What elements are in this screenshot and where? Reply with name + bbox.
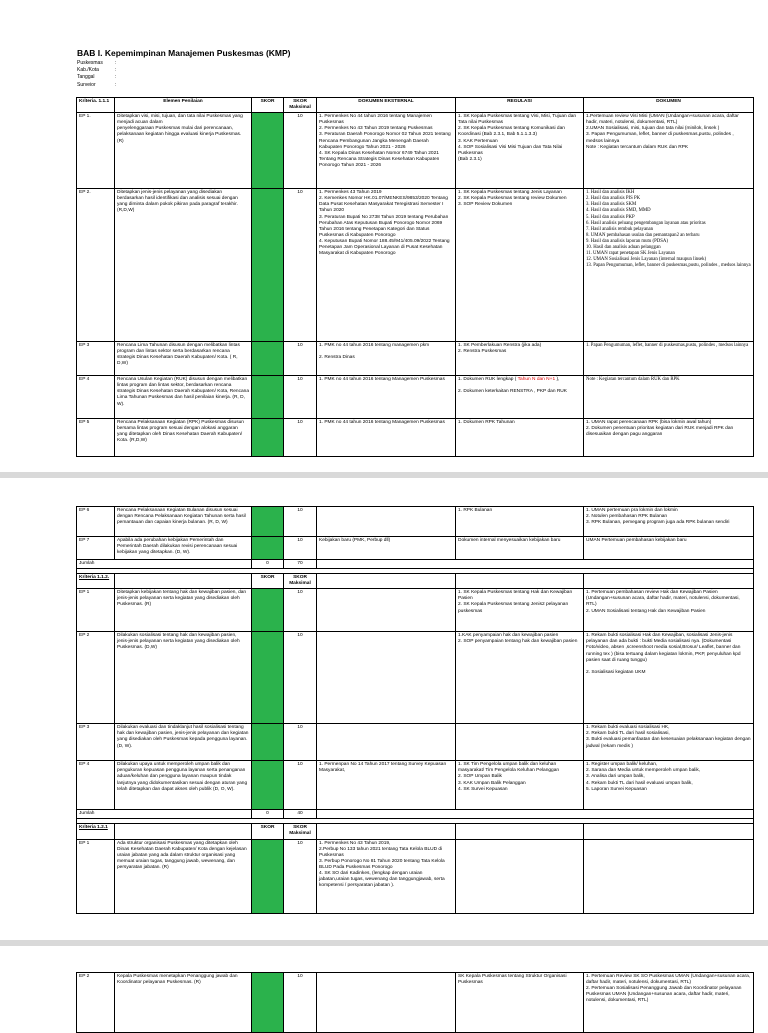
dok-eksternal-cell: 1. Permenpan No 14 Tahun 2017 tentang Survey Kepuasan Masyarakat,	[317, 761, 456, 810]
score-input-cell[interactable]	[252, 589, 284, 632]
regulasi-cell: 1. Dokumen RUK lengkap ( Tahun N dan N+1 ), 2. Dokumen keterkaitan RENSTRA , PKP dan RUK	[456, 376, 584, 419]
ep-label: EP 5	[77, 419, 115, 457]
max-score: 10	[284, 973, 317, 1033]
dok-eksternal-cell: 1. Permenkes 43 Tahun 2019 2. Kemenkes Nomor HK.01.07/MENKES/9853/2020 Tentang Data Pusat Kesehatan Masyarakat Teregistrasi Semester I Tahun 2020 3. Peraturan Bupati No 2738 Tahun 2019 tentang Perubahan Perubahan Atas Keputusan Bupati Ponorogo Nomor 2069 Tahun 2016 tentang Penetapan Kategori dan Status Puskesmas di Kabupaten Ponorogo 4. Keputusan Bupati Nomor 188.45/941/405.09/2022 Tentang Penetapan Jam Operasional Layanan di Pusat Kesehatan Masyarakat di Kabupaten Ponorogo	[317, 189, 456, 342]
elemen-cell: Rencana Pelaksanaan Kegiatan Bulanan disusun sesuai dengan Rencana Pelaksanaan Kegiatan Tahunan serta hasil pemantauan dan capaian kinerja bulanan. (R, D, W)	[115, 507, 252, 537]
regulasi-cell: 1. SK Kepala Puskesmas tentang Visi, Misi, Tujuan dan Tata nilai Puskesmas 2. SK Kepala Puskesmas tentang Komunikasi dan Koordinasi (Bab 2.3.1, Bab 5.1.1.3.3) 3. KAK Pertemuan 4. SOP Sosialisasi Visi Misi Tujuan dan Tata Nilai Puskesmas (Bab 2.3.1)	[456, 113, 584, 189]
ep-label: EP 1.	[77, 113, 115, 189]
header-field-tanggal: Tanggal :	[77, 74, 117, 81]
max-score: 10	[284, 724, 317, 761]
regulasi-cell	[456, 839, 584, 913]
elemen-cell: Kepala Puskesmas menetapkan Penanggung jawab dan Koordinator pelayanan Puskesmas. (R)	[115, 973, 252, 1033]
elemen-cell: Rencana Pelaksanaan Kegiatan (RPK) Puskesmas disusun bersama lintas program sesuai dengan alokasi anggaran yang ditetapkan oleh Dinas Kesehatan Daerah Kabupaten/ Kota. (R,D,W)	[115, 419, 252, 457]
jumlah-label: Jumlah	[77, 560, 252, 569]
page-title: BAB I. Kepemimpinan Manajemen Puskesmas (KMP)	[77, 48, 291, 58]
col-regulasi: REGULASI	[456, 98, 584, 113]
ep-label: EP 3	[77, 342, 115, 376]
max-score: 10	[284, 632, 317, 724]
score-input-cell[interactable]	[252, 113, 284, 189]
dokumen-cell: 1. Rekam bukti sosialisasi Hak dan Kewajiban, sosialisasi Jenis-jenis pelayanan dan ada bukti : bukti Media sosialisasi nya. (Dokumentasi Foto/video, absen ,screenshoot media sosial,Brosur/ Leaflet, banner dan running tex ) (bisa tertuang dalam kegiatan lokmin, PKP, penyuluhan kpd pasien saat di ruang tunggu) 2. Sosialisasi kegiatan UKM	[584, 632, 754, 724]
max-score: 10	[284, 342, 317, 376]
score-input-cell[interactable]	[252, 632, 284, 724]
col-skor: SKOR	[252, 824, 284, 839]
table-header-row	[77, 98, 754, 113]
table-row	[77, 113, 754, 189]
dok-eksternal-cell: 1. PMK no 44 tahun 2016 tentang Managemen Puskesmas	[317, 419, 456, 457]
table-row	[77, 724, 754, 761]
elemen-cell: Dilakukan upaya untuk memperoleh umpan balik dan pengukuran kepuasan pengguna layanan serta penanganan aduan/keluhan dan pengguna layanan maupun tindak lanjutnya yang didokumentasikan sesuai dengan aturan yang telah ditetapkan dan dapat akses oleh publik (D, O, W).	[115, 761, 252, 810]
elemen-cell: Apabila ada perubahan kebijakan Pemerintah dan Pemerintah Daerah dilakukan revisi perencanaan sesuai kebijakan yang ditetapkan. (D, W).	[115, 537, 252, 560]
regulasi-cell: 1. RPK Bulanan	[456, 507, 584, 537]
table-row	[77, 761, 754, 810]
header-field-puskesmas: Puskesmas :	[77, 60, 117, 66]
ep-label: EP 2	[77, 632, 115, 724]
jumlah-skor: 0	[252, 560, 284, 569]
regulasi-cell: SK Kepala Puskesmas tentang Struktur Organisasi Puskesmas	[456, 973, 584, 1033]
dokumen-cell: UMAN Pertemuan pembahasan kebijakan baru	[584, 537, 754, 560]
elemen-cell: Rencana Usulan Kegiatan (RUK) disusun dengan melibatkan lintas program dan lintas sektor, berdasarkan rencana strategis Dinas Kesehatan Daerah Kabupaten/ Kota, Rencana Lima Tahunan Puskesmas dan hasil penilaian kinerja. (R, D, W).	[115, 376, 252, 419]
ruk-year-highlight: Tahun N dan N+1	[517, 377, 556, 383]
ep-label: EP 4	[77, 376, 115, 419]
col-dokumen: DOKUMEN	[584, 98, 754, 113]
dok-eksternal-cell	[317, 632, 456, 724]
dok-eksternal-cell	[317, 507, 456, 537]
dokumen-cell: 1. UMAN pertemuan pra lokmin dan lokmin 2. Notulen pembahasan RPK Bulanan 3. RPK Bulanan, pemegang program juga ada RPK bulanan sendiri	[584, 507, 754, 537]
jumlah-skor: 0	[252, 810, 284, 819]
dokumen-cell: Note : Kegiatan tercantum dalam RUK dan RPK	[584, 376, 754, 419]
regulasi-cell: 1. SK Pemberlakuan Renstra (jika ada) 2. Renstra Puskesmas	[456, 342, 584, 376]
dokumen-cell: 1. Pertemuan Review SK SO Puskesmas UMAN (Undangan+susunan acara, daftar hadir, materi, notulensi, dokumentasi, RTL) 2. Pertemuan Sosialisasi Penanggung Jawab dan Koordinator pelayanan Puskesmas UMAN (Undangan+susunan acara, daftar hadir, materi, notulensi, dokumentasi, RTL)	[584, 973, 754, 1033]
max-score: 10	[284, 189, 317, 342]
elemen-cell: Ada struktur organisasi Puskesmas yang ditetapkan oleh Dinas Kesehatan Daerah Kabupaten/ Kota dengan kejelasan uraian jabatan yang ada dalam struktur organisasi yang memuat uraian tugas, tanggung jawab, wewenang, dan persyaratan jabatan. (R)	[115, 839, 252, 913]
col-skor-max: SKOR Maksimal	[284, 98, 317, 113]
score-input-cell[interactable]	[252, 507, 284, 537]
assessment-table-2	[76, 506, 754, 914]
jumlah-label: Jumlah	[77, 810, 252, 819]
table-row	[77, 507, 754, 537]
max-score: 10	[284, 507, 317, 537]
regulasi-cell: 1. SK Kepala Puskesmas tentang Jenis Layanan 2. SK Kepala Puskesmas tentang review Dokumen 3. SOP Review Dokumen	[456, 189, 584, 342]
dokumen-cell: 1.Pertemuan review Visi Misi (UMAN (Undangan+susunan acara, daftar hadir, materi, notulensi, dokumentasi, RTL) 2.UMAN Sosialisasi, misi, tujuan dan tata nilai (minilok, linsek ) 3. Papan Pengumuman, leflet, banner di puskesmas,pustu, polindes , medsos lainnya Note : Kegiatan tercantum dalam RUK dan RPK	[584, 113, 754, 189]
elemen-cell: Ditetapkan visi, misi, tujuan, dan tata nilai Puskesmas yang menjadi acuan dalam penyelenggaraan Puskesmas mulai dari perencanaan, pelaksanaan kegiatan hingga evaluasi kinerja Puskesmas. (R)	[115, 113, 252, 189]
dokumen-cell: 1. Rekam bukti evaluasi sosialisasi HK, 2. Rekam bukti TL dari hasil sosialisasi, 3. Bukti evaluasi pemanfaatan dan kesesuaian pelaksanaan kegiatan dengan jadwal (rekam medis )	[584, 724, 754, 761]
table-row	[77, 342, 754, 376]
ep-label: EP 2	[77, 973, 115, 1033]
elemen-cell: Dilakukan evaluasi dan tindaklanjut hasil sosialisasi tentang hak dan kewajiban pasien, jenis-jenis pelayanan dan kegiatan yang disediakan oleh Puskesmas kepada pengguna layanan. (D, W).	[115, 724, 252, 761]
dok-eksternal-cell	[317, 724, 456, 761]
dok-eksternal-cell: 1. PMK no 44 tahun 2016 tentang managemen pkm 2. Renstra Dinas	[317, 342, 456, 376]
elemen-cell: Ditetapkan kebijakan tentang hak dan kewajiban pasien, dan jenis-jenis pelayanan serta kegiatan yang disediakan oleh Puskesmas. (R)	[115, 589, 252, 632]
ep-label: EP 1	[77, 839, 115, 913]
dok-eksternal-cell	[317, 589, 456, 632]
dokumen-cell	[584, 839, 754, 913]
score-input-cell[interactable]	[252, 761, 284, 810]
score-input-cell[interactable]	[252, 376, 284, 419]
page-break	[0, 472, 768, 478]
ep-label: EP 3	[77, 724, 115, 761]
col-skor: SKOR	[252, 574, 284, 589]
table-row	[77, 839, 754, 913]
table-row	[77, 589, 754, 632]
dokumen-cell: 1. Pertemuan pembahasan review Hak dan Kewajiban Pasien (Undangan+susunan acara, daftar hadir, materi, notulensi, dokumentasi, RTL) 2. UMAN Sosialisasi tentang Hak dan Kewajiban Pasien	[584, 589, 754, 632]
max-score: 10	[284, 537, 317, 560]
regulasi-cell: 1.KAK penyampaian hak dan kewajiban pasien 2. SOP penyampaian tentang hak dan kewajiban pasien	[456, 632, 584, 724]
score-input-cell[interactable]	[252, 839, 284, 913]
score-input-cell[interactable]	[252, 419, 284, 457]
dok-eksternal-cell: Kebijakan baru (PMK, Perbup dll)	[317, 537, 456, 560]
col-kriteria: Kriteria. 1.1.1	[77, 98, 115, 113]
col-skor: SKOR	[252, 98, 284, 113]
regulasi-cell: 1. SK Tim Pengelola umpan balik dan keluhan masyarakat/ Tim Pengelola Keluhan Pelanggan 2. SOP Umpan Balik 3. KAK Umpan Balik Pelanggan 4. SK Survei Kepuasan	[456, 761, 584, 810]
jumlah-max: 40	[284, 810, 317, 819]
dokumen-cell: 1. Papan Pengumuman, leflet, banner di puskesmas,pustu, polindes , medsos lainnya	[584, 342, 754, 376]
max-score: 10	[284, 376, 317, 419]
col-skor-max: SKOR Maksimal	[284, 824, 317, 839]
dok-eksternal-cell: 1. PMK no 44 tahun 2016 tentang Managemen Puskesmas	[317, 376, 456, 419]
table-row	[77, 189, 754, 342]
ep-label: EP 4	[77, 761, 115, 810]
regulasi-cell: Dokumen internal menyesuaikan kebijakan baru	[456, 537, 584, 560]
col-dok-eksternal: DOKUMEN EKSTERNAL	[317, 98, 456, 113]
page-break	[0, 940, 768, 946]
jumlah-max: 70	[284, 560, 317, 569]
max-score: 10	[284, 839, 317, 913]
max-score: 10	[284, 419, 317, 457]
elemen-cell: Ditetapkan jenis-jenis pelayanan yang disediakan berdasarkan hasil identifikasi dan analisis sesuai dengan yang diminta dalam pokok pikiran pada paragraf terakhir. (R,D,W)	[115, 189, 252, 342]
table-row	[77, 537, 754, 560]
assessment-table-1	[76, 97, 754, 457]
regulasi-cell: 1. SK Kepala Puskesmas tentang Hak dan Kewajiban Pasien 2. SK Kepala Puskesmas tentang Jenis2 pelayanan puskesmas	[456, 589, 584, 632]
col-skor-max: SKOR Maksimal	[284, 574, 317, 589]
elemen-cell: Rencana Lima Tahunan disusun dengan melibatkan lintas program dan lintas sektor serta berdasarkan rencana strategis Dinas Kesehatan Daerah Kabupaten/ Kota. ( R, D,W)	[115, 342, 252, 376]
table-header-row	[77, 574, 754, 589]
table-header-row	[77, 824, 754, 839]
ep-label: EP 7	[77, 537, 115, 560]
kriteria-label: Kriteria 1.2.1	[77, 824, 115, 839]
header-field-surveior: Surveior :	[77, 81, 117, 88]
score-input-cell[interactable]	[252, 342, 284, 376]
dokumen-cell: 1. Register umpan balik/ keluhan, 2. Sarana dan Media untuk memperoleh umpan balik, 3. Analisa dari umpan balik, 4. Rekam bukti TL dari hasil evaluasi umpan balik, 5. Laporan Survei Kepuasan	[584, 761, 754, 810]
table-row	[77, 632, 754, 724]
jumlah-row	[77, 810, 754, 819]
max-score: 10	[284, 113, 317, 189]
dokumen-cell: 1. Hasil dan analisis IKH 2. Hasil dan analisis PIS PK 3. Hasil dan analisis SKM 4. Hasil dan analisis SMD, MMD 5. Hasil dan analisis PKP 6. Hasil analisis peluang pengembangan layanan atau prioritas 7. Hasil analisis rembuk pelayanan 8. UMAN pembahasan usulan dan pemantapan2 an terbaru 9. Hasil dan analisis laporan mutu (PDSA) 10. Hasil dan analisis aduan pelanggan 11. UMAN rapat penetapan SK Jenis Layanan 12. UMAN Sosialisasi Jenis Layanan (internal maupun linsek) 13. Papan Pengumuman, leflet, banner di puskesmas,pustu, polindes , medsos lainnya	[584, 189, 754, 342]
table-row	[77, 376, 754, 419]
dok-eksternal-cell: 1. Permenkes No 43 Tahun 2019, 2.Perbup No 133 tahun 2021 tentang Tata Kelola BLUD di Puskesmas 3. Perbup Ponorogo No 81 Tahun 2020 tentang Tata Kelola BLUD Pada Puskesmas Ponorogo 4. SK SO dari Kadinkes, (lengkap dengan uraian jabatan,uraian tugas, wewenang dan tanggungjawab, serta kompetensi / persyaratan jabatan ).	[317, 839, 456, 913]
ep-label: EP 6	[77, 507, 115, 537]
dokumen-cell: 1. UMAN rapat perencanaan RPK (bisa lokmin awal tahun) 2. Dokumen penentuan prioritas kegiatan dari RUK menjadi RPK dan disesuaikan dengan pagu anggaran	[584, 419, 754, 457]
score-input-cell[interactable]	[252, 537, 284, 560]
header-field-kabkota: Kab./Kota :	[77, 67, 117, 74]
report-header	[77, 48, 291, 89]
ep-label: EP 2.	[77, 189, 115, 342]
kriteria-label: Kriteria 1.1.2.	[77, 574, 115, 589]
dok-eksternal-cell: 1. Permenkes No 44 tahun 2016 tentang Manajemen Puskesmas 2. Permenkes No 43 Tahun 2019 tentang Puskesmas 3. Peraturan Daerah Ponorogo Nomor 02 Tahun 2021 tentang Rencana Pembangunan Jangka Menengah Daerah Kabupaten Ponorogo Tahun 2021 - 2026 4. SK Kepala Dinas Kesehatan Nomor 6749 Tahun 2021 Tentang Rencana Strategis Dinas Kesehatan Kabupaten Ponorogo Tahun 2021 - 2026	[317, 113, 456, 189]
score-input-cell[interactable]	[252, 189, 284, 342]
regulasi-cell: 1. Dokumen RPK Tahunan	[456, 419, 584, 457]
max-score: 10	[284, 589, 317, 632]
table-row	[77, 419, 754, 457]
jumlah-row	[77, 560, 754, 569]
elemen-cell: Dilakukan sosialisasi tentang hak dan kewajiban pasien, jenis-jenis pelayanan serta kegiatan yang disediakan oleh Puskesmas. (D,W)	[115, 632, 252, 724]
col-elemen: Elemen Penilaian	[115, 98, 252, 113]
regulasi-cell	[456, 724, 584, 761]
max-score: 10	[284, 761, 317, 810]
score-input-cell[interactable]	[252, 724, 284, 761]
ep-label: EP 1	[77, 589, 115, 632]
